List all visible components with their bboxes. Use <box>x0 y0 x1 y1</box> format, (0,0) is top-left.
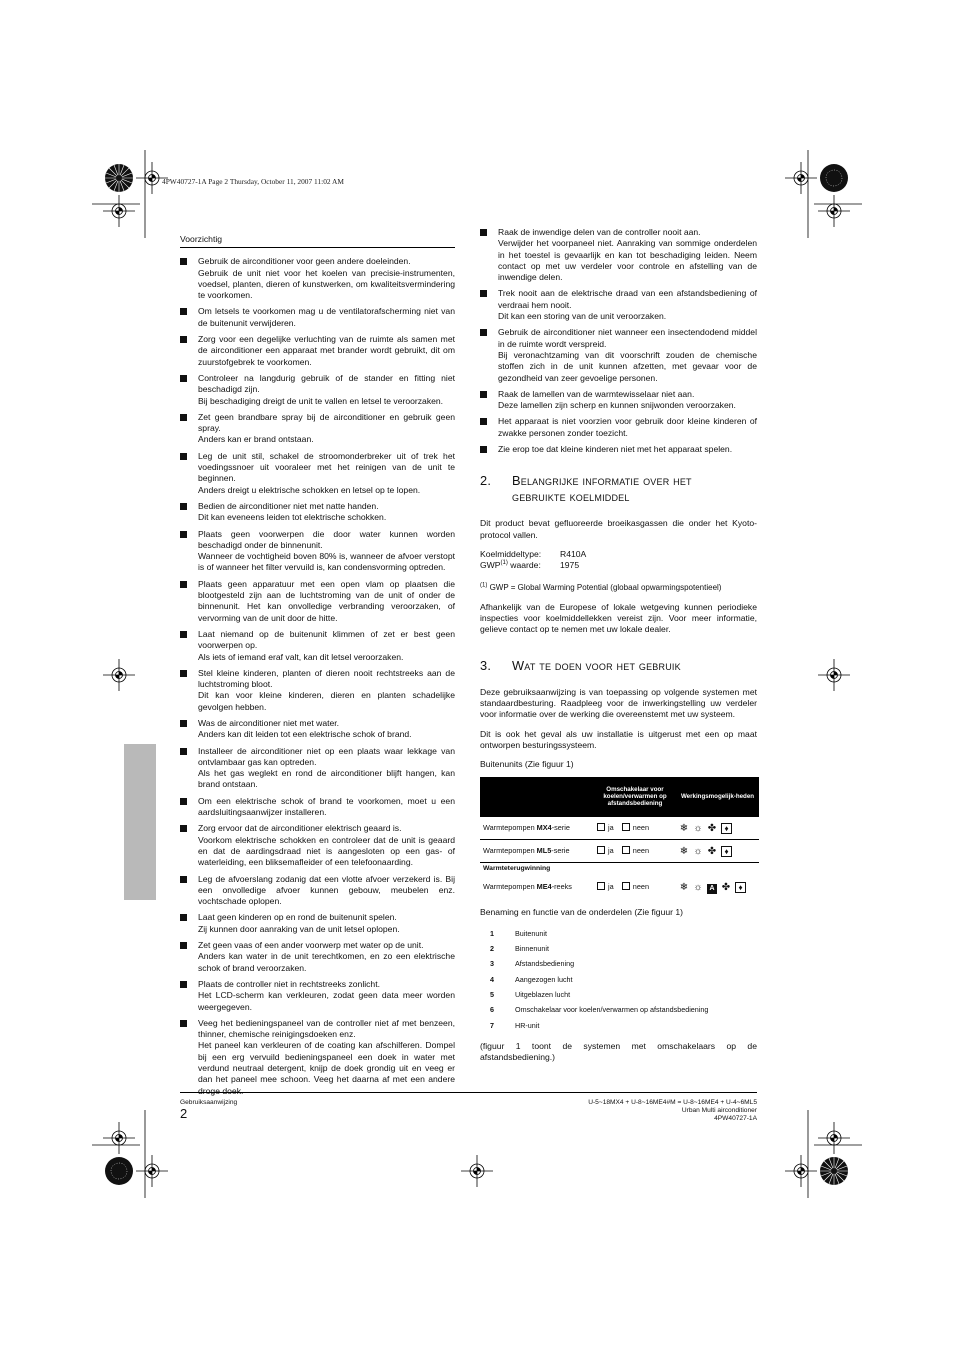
bullet-text: Anders kan dit leiden tot een elektrische schok of brand. <box>198 729 412 740</box>
bullet-text: Dit kan een storing van de unit veroorzaken. <box>498 311 667 322</box>
bullet-text: Deze lamellen zijn scherp en kunnen snijwonden veroorzaken. <box>498 400 736 411</box>
part-number: 2 <box>490 944 494 954</box>
list-item <box>180 629 455 663</box>
table-subheader: Warmteterugwinning <box>480 862 759 875</box>
gwp-footnote: $^{(1)}$ GWP = Global Warming Potential (globaal opwarmingspotentieel) <box>480 581 722 592</box>
checkbox-icon <box>597 846 605 854</box>
list-item <box>180 718 455 741</box>
bullet-square-icon <box>180 1020 187 1027</box>
bullet-text: Plaats geen voorwerpen die door water kunnen worden beschadigd onder de binnenunit. <box>198 528 455 550</box>
list-item <box>480 444 757 455</box>
checkbox-icon <box>597 823 605 831</box>
table-row <box>490 956 708 971</box>
bullet-square-icon <box>180 981 187 988</box>
bullet-text: Veeg het bedieningspaneel van de controller niet af met benzeen, thinner, chemische reinigingsdoeken enz. <box>198 1017 455 1040</box>
bullet-square-icon <box>180 914 187 921</box>
refrigerant-intro: Dit product bevat gefluoreerde broeikasgassen die onder het Kyoto-protocol vallen. <box>480 518 757 540</box>
bullet-text: Gebruik de airconditioner voor geen andere doeleinden. <box>198 256 411 267</box>
bullet-square-icon <box>480 229 487 236</box>
bullet-text: Laat niemand op de buitenunit klimmen of zet er best geen voorwerpen op. <box>198 628 455 651</box>
fan-icon: ✤ <box>707 846 717 857</box>
part-name: Omschakelaar voor koelen/verwarmen op afstandsbediening <box>515 1005 709 1015</box>
bullet-square-icon <box>180 876 187 883</box>
table-row: Warmtepompen ML5-serie ja neen ❄ ☼ ✤ ♦ <box>480 839 759 862</box>
list-item <box>180 451 455 496</box>
checkbox-icon <box>622 846 630 854</box>
heading-section-2: 2. Belangrijke informatie over het gebruikte koelmiddel <box>480 473 692 505</box>
heating-icon: ☼ <box>693 823 703 834</box>
table-row: Warmtepompen ME4-reeks ja neen ❄ ☼ A ✤ ♦ <box>480 875 759 899</box>
list-item <box>180 501 455 524</box>
list-item <box>180 529 455 574</box>
table-row <box>490 972 708 987</box>
bullet-text: Was de airconditioner niet met water. <box>198 717 340 728</box>
part-name: Binnenunit <box>515 944 549 954</box>
bullet-text: Als iets of iemand eraf valt, kan dit letsel veroorzaken. <box>198 651 404 662</box>
bullet-square-icon <box>180 375 187 382</box>
print-header: 4PW40727-1A Page 2 Thursday, October 11, 2007 11:02 AM <box>162 177 344 186</box>
bullet-text: Bedien de airconditioner niet met natte handen. <box>198 500 379 511</box>
bullet-square-icon <box>180 942 187 949</box>
part-number: 6 <box>490 1005 494 1015</box>
side-tab <box>124 744 156 900</box>
bullet-text: Anders kan water in de unit terechtkomen, en zo een elektrische schok of brand veroorzaken. <box>198 951 455 973</box>
bullet-text: Dit kan voor kleine kinderen, dieren en planten schadelijke gevolgen hebben. <box>198 690 455 712</box>
section-title-voorzichtig: Voorzichtig <box>180 232 455 248</box>
outdoor-units-label: Buitenunits (Zie figuur 1) <box>480 759 574 770</box>
bullet-square-icon <box>180 414 187 421</box>
bullet-square-icon <box>180 336 187 343</box>
col-modes: Werkingsmogelijk-heden <box>676 777 759 817</box>
bullet-text: Zorg voor een degelijke verluchting van de ruimte als samen met de airconditioner een apparaat met brander wordt gebruikt, dit om zuurstofgebrek te voorkomen. <box>198 334 455 367</box>
table-row <box>490 987 708 1002</box>
dry-icon: ♦ <box>721 846 732 857</box>
bullet-text: Raak de inwendige delen van de controller nooit aan. <box>498 227 701 237</box>
auto-icon: A <box>707 884 717 894</box>
inspection-note: Afhankelijk van de Europese of lokale wetgeving kunnen periodieke inspecties voor koelmiddellekken vereist zijn. Voor meer informatie, gelieve contact op te nemen met uw lokale dealer. <box>480 601 757 635</box>
list-item <box>180 334 455 368</box>
part-name: Afstandsbediening <box>515 959 575 969</box>
list-item <box>180 823 455 868</box>
list-item <box>180 668 455 713</box>
table-row <box>490 1002 708 1017</box>
list-item <box>180 256 455 301</box>
footer-model-info: U-5~18MX4 + U-8~16ME4#M = U-8~16ME4 + U-4~6ML5 Urban Multi airconditioner 4PW40727-1A <box>588 1099 757 1122</box>
part-number: 5 <box>490 989 494 999</box>
bullet-square-icon <box>180 720 187 727</box>
part-name: Buitenunit <box>515 928 547 938</box>
part-number: 1 <box>490 928 494 938</box>
bullet-text: Bij veronachtzaming van dit voorschrift zouden de chemische stoffen zich in de unit kunnen afzetten, met gevaar voor de gezondheid van zeer gevoelige personen. <box>498 349 757 383</box>
bullet-square-icon <box>180 308 187 315</box>
list-item <box>480 288 757 322</box>
list-item <box>180 373 455 407</box>
bullet-text: Stel kleine kinderen, planten of dieren nooit rechtstreeks aan de luchtstroming bloot. <box>198 667 455 690</box>
bullet-text: Plaats geen apparatuur met een open vlam op plaatsen die blootgesteld zijn aan de luchtstroming van de unit of onder de binnenunit. Het kan onvolledige verbranding veroorzaken, of vervorming van de unit door de hitte. <box>198 578 455 623</box>
bullet-square-icon <box>180 748 187 755</box>
list-item <box>180 796 455 819</box>
fan-icon: ✤ <box>721 881 731 893</box>
part-name: Uitgeblazen lucht <box>515 989 571 999</box>
bullet-text: Zie erop toe dat kleine kinderen niet met het apparaat spelen. <box>498 444 733 455</box>
bullet-text: Voorkom elektrische schokken en controleer dat de unit is geaard en dat de aardingsdraad niet is aangesloten op een gas- of waterleiding, een bliksemafleider of een telefoonaarding. <box>198 834 455 868</box>
bullet-text: Het LCD-scherm kan verkleuren, zodat geen data meer worden weergegeven. <box>198 990 455 1012</box>
list-item <box>180 579 455 624</box>
bullet-text: Gebruik de airconditioner niet wanneer een insectendodend middel in de ruimte wordt verspreid. <box>498 327 757 349</box>
bullet-text: Leg de afvoerslang zodanig dat een vlotte afvoer verzekerd is. Bij een onvolledige afvoer kunnen gebouw, meubelen enz. vochtschade oplopen. <box>198 873 455 907</box>
bullet-square-icon <box>180 503 187 510</box>
bullet-text: Plaats de controller niet in rechtstreeks zonlicht. <box>198 978 380 989</box>
figure-note: (figuur 1 toont de systemen met omschakelaars op de afstandsbediening.) <box>480 1040 757 1063</box>
bullet-text: Het apparaat is niet voorzien voor gebruik door kleine kinderen of zwakke personen zonder toezicht. <box>498 416 757 438</box>
bullet-text: Controleer na langdurig gebruik of de stander en fitting niet beschadigd zijn. <box>198 372 455 395</box>
table-row <box>490 926 708 941</box>
heading-section-3: 3. Wat te doen voor het gebruik <box>480 657 681 673</box>
bullet-text: Het paneel kan verkleuren of de coating kan afschilferen. Dompel bij een erg vervuild bedieningspaneel een doek in water met verdund neutraal detergent, knijp de doek grondig uit en veeg er dan het paneel mee schoon. Veeg het daarna af met een andere droge doek. <box>198 1040 455 1096</box>
bullet-text: Zet geen brandbare spray bij de airconditioner en gebruik geen spray. <box>198 411 455 434</box>
list-item <box>180 874 455 908</box>
table-row <box>490 1018 708 1033</box>
heating-icon: ☼ <box>693 881 703 893</box>
systems-intro: Deze gebruiksaanwijzing is van toepassing op volgende systemen met standaardbesturing. Raadpleeg voor de inwerkingstelling uw verdeler voor informatie over de werking die overeenstemt met uw systeem. <box>480 686 757 720</box>
bullet-text: Anders dreigt u elektrische schokken en letsel op te lopen. <box>198 484 421 495</box>
cooling-icon: ❄ <box>679 823 689 834</box>
bullet-square-icon <box>180 581 187 588</box>
bullet-square-icon <box>480 418 487 425</box>
fan-icon: ✤ <box>707 823 717 834</box>
bullet-square-icon <box>180 453 187 460</box>
dry-icon: ♦ <box>721 823 732 834</box>
bullet-square-icon <box>180 258 187 265</box>
footer-doc-type: Gebruiksaanwijzing <box>180 1099 238 1106</box>
col-switch: Omschakelaar voor koelen/verwarmen op afstandsbediening <box>594 777 676 817</box>
list-item <box>480 227 757 283</box>
refrigerant-type-row: Koelmiddeltype: R410A <box>480 548 587 559</box>
bullet-square-icon <box>480 446 487 453</box>
bullet-text: Wanneer de vochtigheid boven 80% is, wanneer de afvoer verstopt is of wanneer het filter vervuild is, kan condensvorming optreden. <box>198 551 455 573</box>
bullet-text: Anders kan er brand ontstaan. <box>198 434 314 445</box>
bullet-text: Laat geen kinderen op en rond de buitenunit spelen. <box>198 912 397 923</box>
bullet-text: Zet geen vaas of een ander voorwerp met water op de unit. <box>198 940 424 951</box>
bullet-text: Dit kan eveneens leiden tot elektrische schokken. <box>198 512 387 523</box>
bullet-text: Zij kunnen door aanraking van de unit letsel oplopen. <box>198 923 400 934</box>
bullet-text: Leg de unit stil, schakel de stroomonderbreker uit of trek het voedingssnoer uit vooraleer met het reinigen van de unit te beginnen. <box>198 450 455 484</box>
bullet-text: Verwijder het voorpaneel niet. Aanraking van sommige onderdelen in het toestel is gevaarlijk en kan tot beschadiging leiden. Neem contact op met uw verdeler voor controle en afstelling van de inwendige delen. <box>498 238 757 283</box>
list-item <box>480 416 757 439</box>
part-number: 3 <box>490 959 494 969</box>
bullet-square-icon <box>180 531 187 538</box>
list-item <box>180 1018 455 1097</box>
bullet-square-icon <box>480 290 487 297</box>
bullet-square-icon <box>480 391 487 398</box>
table-row: Warmtepompen MX4-serie ja neen ❄ ☼ ✤ ♦ <box>480 817 759 840</box>
outdoor-units-table <box>480 777 759 899</box>
bullet-square-icon <box>180 631 187 638</box>
cooling-icon: ❄ <box>679 846 689 857</box>
list-item <box>180 979 455 1013</box>
checkbox-icon <box>622 823 630 831</box>
dry-icon: ♦ <box>735 882 746 893</box>
custom-control-note: Dit is ook het geval als uw installatie is uitgerust met een op maat ontworpen besturingssysteem. <box>480 728 757 750</box>
bullet-square-icon <box>480 329 487 336</box>
bullet-text: Als het gas weglekt en rond de airconditioner blijft hangen, kan brand ontstaan. <box>198 768 455 790</box>
list-item <box>180 940 455 974</box>
list-item <box>480 389 757 412</box>
caution-list <box>180 256 455 1097</box>
bullet-square-icon <box>180 825 187 832</box>
bullet-text: Gebruik de unit niet voor het koelen van precisie-instrumenten, voedsel, planten, dieren of kunstwerken, om kwaliteitsvermindering te voorkomen. <box>198 267 455 301</box>
page-footer <box>180 1092 757 1122</box>
checkbox-icon <box>622 882 630 890</box>
caution-list-continued <box>480 227 757 455</box>
checkbox-icon <box>597 882 605 890</box>
bullet-text: Installeer de airconditioner niet op een plaats waar lekkage van ontvlambaar gas kan optreden. <box>198 745 455 767</box>
bullet-text: Om letsels te voorkomen mag u de ventilatorafscherming niet van de buitenunit verwijderen. <box>198 306 455 328</box>
bullet-text: Om een elektrische schok of brand te voorkomen, moet u een aardsluitingsaanwijzer installeren. <box>198 795 455 818</box>
part-number: 4 <box>490 974 494 984</box>
list-item <box>480 327 757 383</box>
gwp-row: GWP$^{(1)}$ waarde: 1975 <box>480 560 580 571</box>
parts-list <box>490 926 708 1033</box>
part-name: Aangezogen lucht <box>515 974 573 984</box>
table-row <box>490 941 708 956</box>
bullet-text: Zorg ervoor dat de airconditioner elektrisch geaard is. <box>198 823 402 834</box>
bullet-text: Raak de lamellen van de warmtewisselaar niet aan. <box>498 388 695 399</box>
bullet-text: Trek nooit aan de elektrische draad van een afstandsbediening of verdraai hem nooit. <box>498 288 757 310</box>
bullet-square-icon <box>180 798 187 805</box>
bullet-square-icon <box>180 670 187 677</box>
list-item <box>180 912 455 935</box>
bullet-text: Bij beschadiging dreigt de unit te vallen en letsel te veroorzaken. <box>198 395 444 406</box>
part-name: HR-unit <box>515 1020 540 1030</box>
page-number: 2 <box>180 1106 188 1121</box>
part-number: 7 <box>490 1020 494 1030</box>
list-item <box>180 746 455 791</box>
left-column <box>180 232 455 1102</box>
list-item <box>180 306 455 329</box>
parts-label: Benaming en functie van de onderdelen (Zie figuur 1) <box>480 906 684 917</box>
heating-icon: ☼ <box>693 846 703 857</box>
cooling-icon: ❄ <box>679 881 689 893</box>
right-column <box>480 227 757 1071</box>
list-item <box>180 412 455 446</box>
